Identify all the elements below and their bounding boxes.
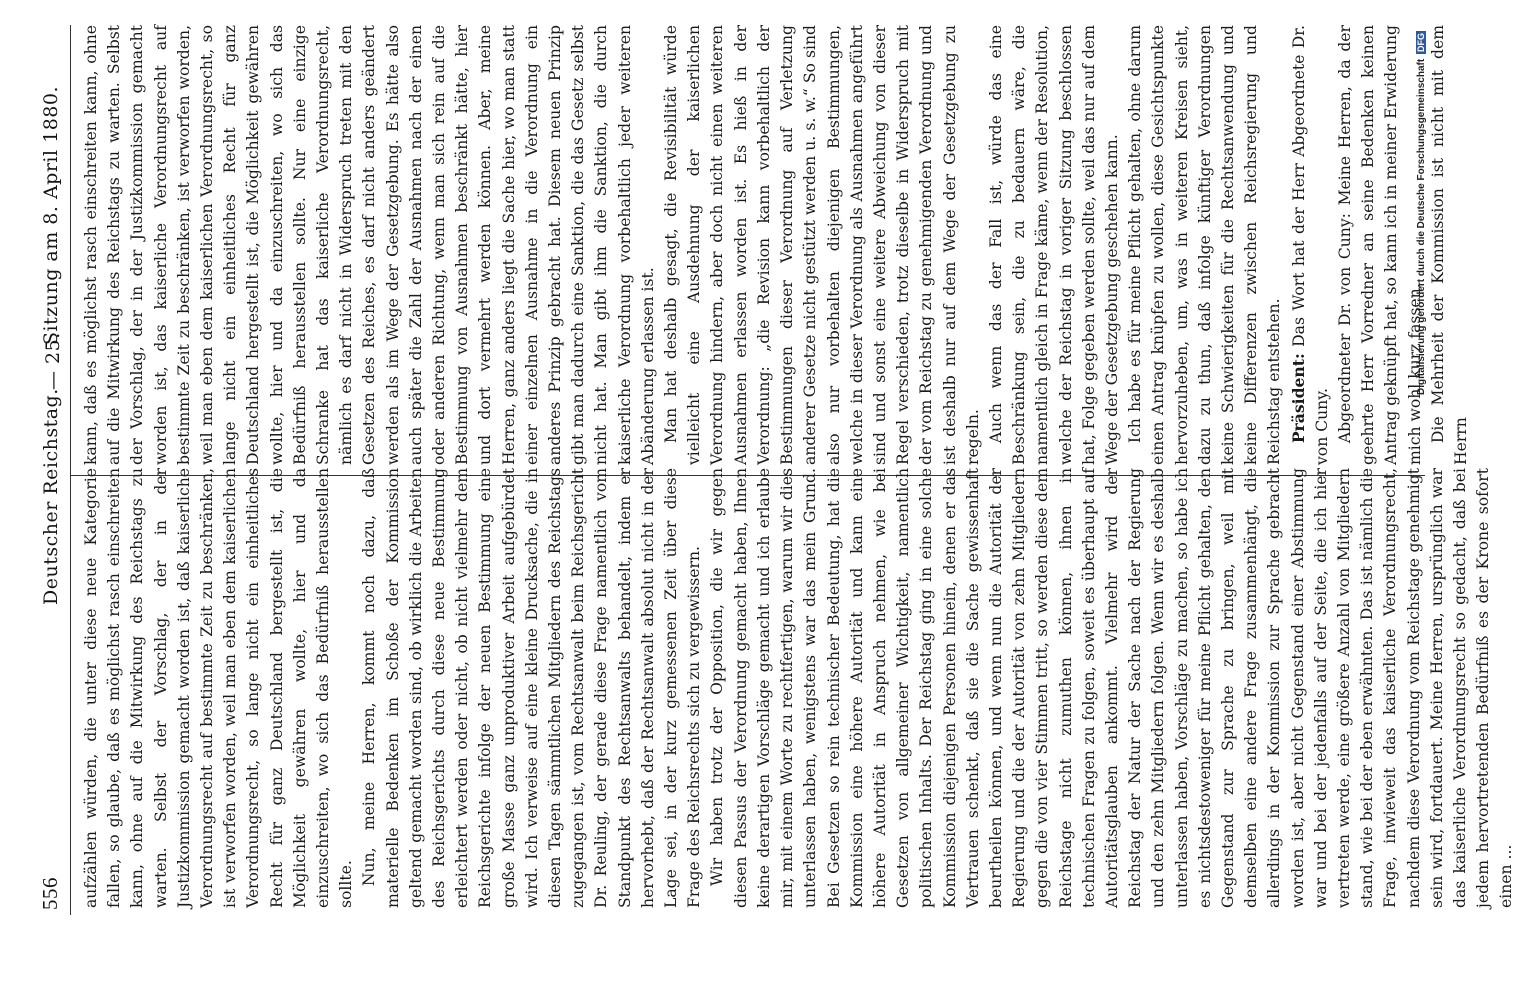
digitization-credit [1416, 31, 1427, 395]
paragraph: kann, daß es möglichst rasch einschreiten kann, ohne auf die Mitwirkung des Reichstags zu warten. Selbst der Vorschlag, der in der Justizkommission gemacht worden ist, das kaiserliche Verordnungsrecht auf bestimmte Zeit zu beschränken, ist verworfen worden, weil man eben dem kaiserlichen Verordnungsrecht, so lange nicht ein einheitliches Recht für ganz Deutschland hergestellt ist, die Möglichkeit gewähren wollte, hier und da einzuschreiten, wo sich das Bedürfniß herausstellen sollte. Nur eine einzige Schranke hat das kaiserliche Verordnungsrecht, nämlich es darf nicht in Widerspruch treten mit den Gesetzen des Reiches, es darf nicht anders geändert werden als im Wege der Gesetzgebung. Es hätte also auch später die Zahl der Ausnahmen nach der einen oder anderen Richtung, wenn man sich rein auf die Bestimmung von Ausnahmen beschränkt hätte, hier und dort vermehrt werden können. Aber, meine Herren, ganz anders liegt die Sache hier, wo man statt einer einzelnen Ausnahme in die Verordnung ein anderes Prinzip gebracht hat. Diesem neuen Prinzip gibt man dadurch eine Sanktion, die das Gesetz selbst nicht hat. Man gibt ihm die Sanktion, die durch kaiserliche Verordnung vorbehaltlich jeder weiteren Abänderung erlassen ist. [82, 25, 657, 465]
paragraph: Die Mehrheit der Kommission ist nicht mit dem Herrn [1428, 25, 1470, 465]
dfg-logo: DFG [1416, 33, 1426, 53]
session-number: — 25. [42, 332, 64, 390]
paragraph: aufzählen würden, die unter diese neue Kategorie fallen, so glaube, daß es möglichst rasch einschreiten kann, ohne auf die Mitwirkung des Reichstags zu warten. Selbst der Vorschlag, der in der Justizkommission gemacht worden ist, daß kaiserliche Verordnungsrecht auf bestimmte Zeit zu beschränken, ist verworfen worden, weil man eben dem kaiserlichen Verordnungsrecht, so lange nicht ein einheitliches Recht für ganz Deutschland bergestellt ist, die Möglichkeit gewähren wollte, hier und da einzuschreiten, wo sich das Bedürfniß herausstellen sollte. [82, 468, 356, 908]
paragraph: Abgeordneter Dr. von Cuny: Meine Herren, da der geehrte Herr Vorredner an seine Bedenken keinen Antrag geknüpft hat, so kann ich in meiner Erwiderung mich wohl kurz fassen. [1335, 25, 1424, 465]
paragraph: Auch wenn das der Fall ist, würde das eine Beschränkung sein, die zu bedauern wäre, die namentlich gleich in Frage käme, wenn der Resolution, welche der Reichstag in voriger Sitzung beschlossen hat, Folge gegeben werden sollte, weil das nur auf dem Wege der Gesetzgebung geschehen kann. [986, 25, 1121, 465]
speaker-label: Präsident: [1288, 353, 1308, 444]
journal-title: Deutscher Reichstag. [40, 388, 62, 605]
header-rule [70, 25, 71, 915]
left-column [80, 468, 1516, 908]
paragraph: Man hat deshalb gesagt, die Revisibilität würde vielleicht eine Ausdehnung der kaiserlichen Verordnung hindern, aber doch nicht einen weiteren Ausnahmen erlassen worden ist. Es hieß in der Verordnung: „die Revision kann vorbehaltlich der Bestimmungen dieser Verordnung auf Verletzung anderer Gesetze nicht gestützt werden u. s. w.“ So sind also nur vorbehalten diejenigen Bestimmungen, welche in dieser Verordnung als Ausnahmen angeführt sind und sonst eine weitere Abweichung von dieser Regel verschieden, trotz dieselbe in Widerspruch mit der vom Reichstag zu genehmigenden Verordnung und ist deshalb nur auf dem Wege der Gesetzgebung zu regeln. [662, 25, 982, 465]
credit-text: Digitalisierung gefördert durch die Deutsche Forschungsgemeinschaft [1416, 58, 1427, 395]
page-header [0, 0, 64, 1000]
paragraph: Ich habe es für meine Pflicht gehalten, ohne darum einen Antrag knüpfen zu wollen, diese Gesichtspunkte hervorzuheben, um, was in weiteren Kreisen sieht, dazu zu thun, daß infolge künftiger Verordnungen keine Schwierigkeiten für die Rechtsanwendung und keine Differenzen zwischen Reichsregierung und Reichstag entstehen. [1126, 25, 1284, 465]
speaker-text: Das Wort hat der Herr Abgeordnete Dr. von Cuny. [1289, 25, 1331, 465]
paragraph: Nun, meine Herren, kommt noch dazu, daß materielle Bedenken im Schoße der Kommission geltend gemacht worden sind, ob wirklich die Arbeiten des Reichsgerichts durch diese neue Bestimmung erleichtert werden oder nicht, ob nicht vielmehr dem Reichsgerichte infolge der neuen Bestimmung eine große Masse ganz unproduktiver Arbeit aufgebürdet wird. Ich verweise auf eine kleine Drucksache, die in diesen Tagen sämmtlichen Mitgliedern des Reichstags zugegangen ist, vom Rechtsanwalt beim Reichsgericht Dr. Reuling, der gerade diese Frage namentlich vom Standpunkt des Rechtsanwalts behandelt, indem er hervorhebt, daß der Rechtsanwalt absolut nicht in der Lage sei, in der kurz gemessenen Zeit über diese Frage des Reichsrechts sich zu vergewissern. [360, 468, 704, 908]
paragraph: Wir haben trotz der Opposition, die wir gegen diesen Passus der Verordnung gemacht haben, Ihnen keine derartigen Vorschläge gemacht und ich erlaube mir, mit einem Worte zu rechtfertigen, warum wir dies unterlassen haben, wenigstens war das mein Grund. Bei Gesetzen so rein technischer Bedeutung, hat die Kommission eine höhere Autorität und kann eine höhere Autorität in Anspruch nehmen, wie bei Gesetzen von allgemeiner Wichtigkeit, namentlich politischen Inhalts. Der Reichstag ging in eine solche Kommission diejenigen Personen hinein, denen er das Vertrauen schenkt, daß sie die Sache gewissenhaft beurtheilen können, und wenn nun die Autorität der Regierung und die der Autorität von zehn Mitgliedern gegen die von vier Stimmen tritt, so werden diese dem Reichstage nicht zumuthen können, ihnen in technischen Fragen zu folgen, soweit es überhaupt auf Autoritätsglauben ankommt. Vielmehr wird der Reichstag der Natur der Sache nach der Regierung und den zehn Mitgliedern folgen. Wenn wir es deshalb unterlassen haben, Vorschläge zu machen, so habe ich es nichtsdestoweniger für meine Pflicht gehalten, den Gegenstand zur Sprache zu bringen, weil mit demselben eine andere Frage zusammenhängt, die allerdings in der Kommission zur Sprache gebracht worden ist, aber nicht Gegenstand einer Abstimmung war und bei der jedenfalls auf der Seite, die ich hier vertreten werde, eine größere Anzahl von Mitgliedern stand, wie bei der eben erwähnten. Das ist nämlich die Frage, inwieweit das kaiserliche Verordnungsrecht, nachdem diese Verordnung vom Reichstage genehmigt sein wird, fortdauert. Meine Herren, ursprünglich war das kaiserliche Verordnungsrecht so gedacht, daß bei jedem hervortretenden Bedürfniß es der Krone sofort einen ... [708, 468, 1516, 908]
president-paragraph [1287, 25, 1334, 465]
session-date: Sitzung am 8. April 1880. [40, 85, 62, 345]
right-column [80, 25, 1470, 465]
page-number: 556 [38, 877, 62, 910]
